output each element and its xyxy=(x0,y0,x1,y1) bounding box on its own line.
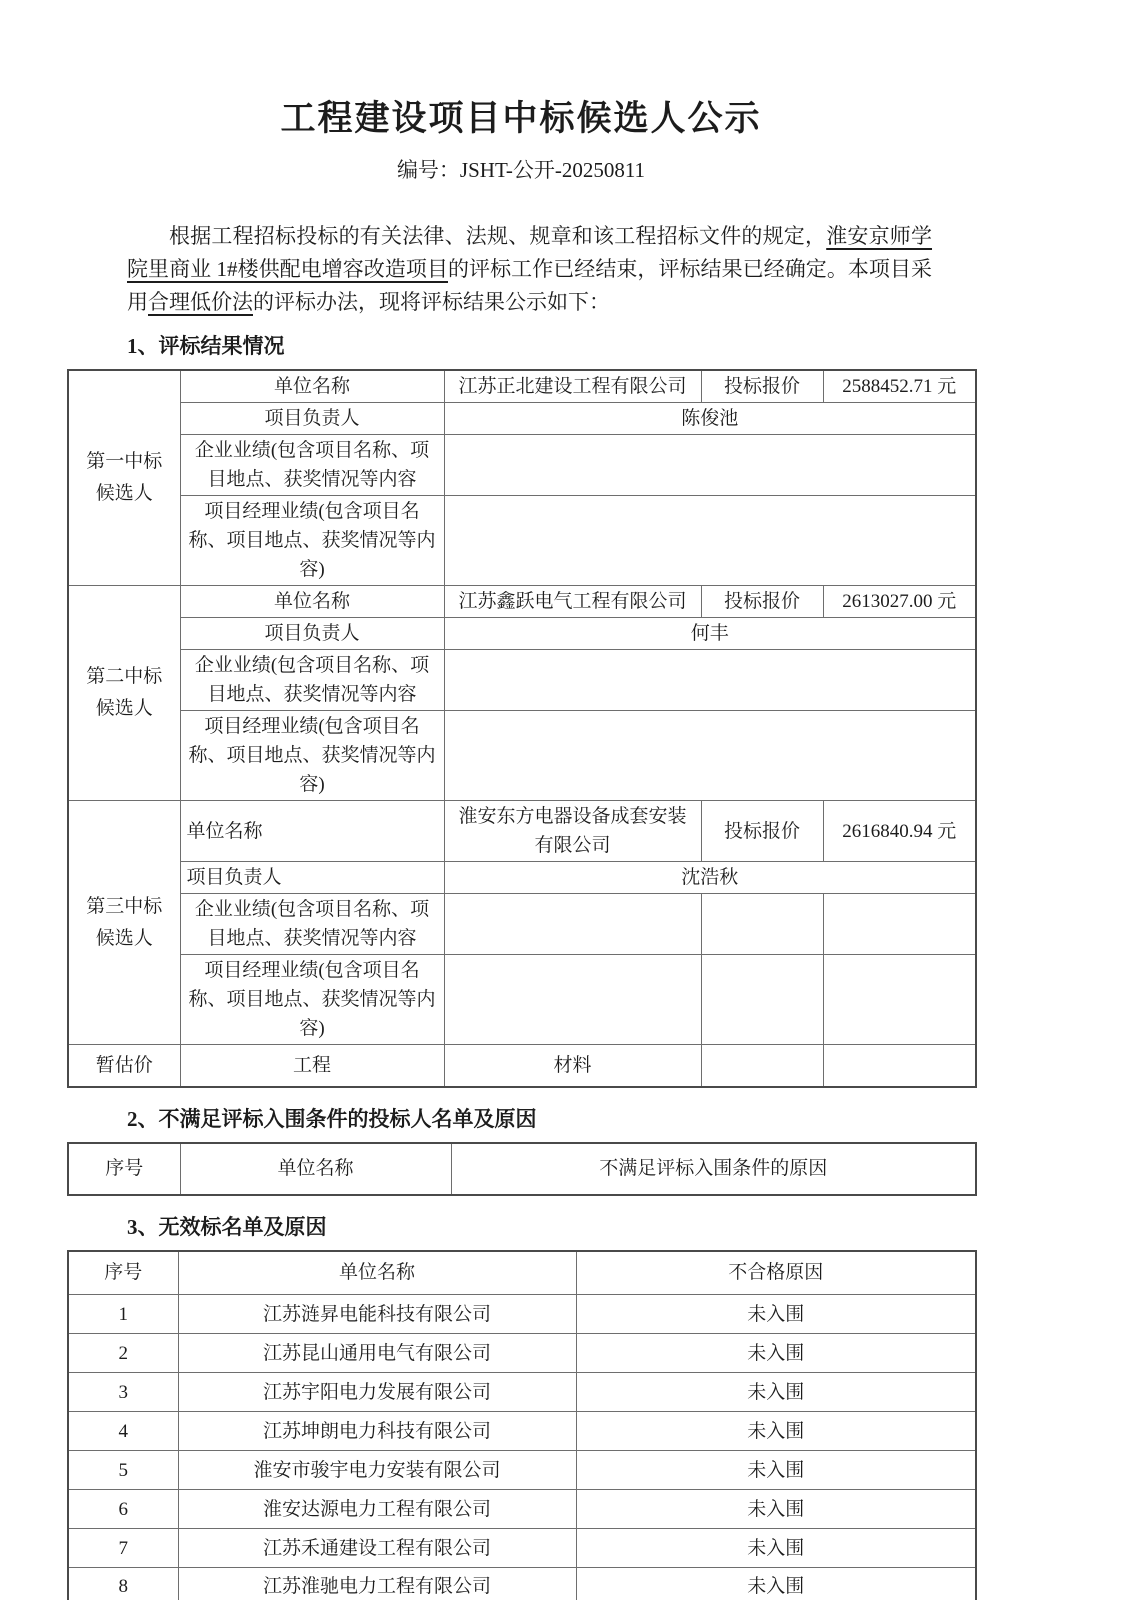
manager-performance-label: 项目经理业绩(包含项目名称、项目地点、获奖情况等内容) xyxy=(180,955,444,1045)
empty-cell xyxy=(701,894,823,955)
row-reason: 未入围 xyxy=(576,1451,976,1490)
candidate-rank-cell xyxy=(68,801,180,1045)
empty-cell xyxy=(823,955,976,1045)
table-row xyxy=(68,403,976,435)
section-3-heading: 3、无效标名单及原因 xyxy=(127,1214,327,1239)
empty-cell xyxy=(701,1045,823,1087)
table-row xyxy=(68,801,976,862)
project-leader-label: 项目负责人 xyxy=(180,403,444,435)
col-header-reason: 不合格原因 xyxy=(576,1251,976,1295)
winners-table xyxy=(67,369,977,1088)
section-2-heading: 2、不满足评标入围条件的投标人名单及原因 xyxy=(127,1106,537,1131)
enterprise-performance-value xyxy=(444,894,701,955)
intro-paragraph xyxy=(127,220,932,319)
row-company: 淮安市骏宇电力安装有限公司 xyxy=(178,1451,576,1490)
candidate-rank-cell xyxy=(68,586,180,801)
enterprise-performance-label: 企业业绩(包含项目名称、项目地点、获奖情况等内容 xyxy=(180,650,444,711)
empty-cell xyxy=(823,1045,976,1087)
company-name: 江苏正北建设工程有限公司 xyxy=(444,370,701,403)
evaluation-method-underlined: 合理低价法 xyxy=(148,290,253,314)
table-row xyxy=(68,650,976,711)
project-leader-name: 陈俊池 xyxy=(444,403,976,435)
enterprise-performance-value xyxy=(444,650,976,711)
row-no: 8 xyxy=(68,1568,178,1600)
empty-cell xyxy=(823,894,976,955)
table-row xyxy=(68,894,976,955)
row-company: 江苏宇阳电力发展有限公司 xyxy=(178,1373,576,1412)
row-no: 4 xyxy=(68,1412,178,1451)
table-header-row xyxy=(68,1143,976,1195)
page-content xyxy=(67,0,975,1600)
candidate-rank-line1: 第二中标 xyxy=(86,666,163,687)
row-no: 3 xyxy=(68,1373,178,1412)
table-header-row xyxy=(68,1251,976,1295)
row-reason: 未入围 xyxy=(576,1490,976,1529)
page-title: 工程建设项目中标候选人公示 xyxy=(280,99,762,138)
project-leader-name: 何丰 xyxy=(444,618,976,650)
col-header-unit: 单位名称 xyxy=(178,1251,576,1295)
row-company: 江苏禾通建设工程有限公司 xyxy=(178,1529,576,1568)
table-row xyxy=(68,1451,976,1490)
row-company: 江苏昆山通用电气有限公司 xyxy=(178,1334,576,1373)
table-row xyxy=(68,711,976,801)
row-company: 淮安达源电力工程有限公司 xyxy=(178,1490,576,1529)
bid-price-label: 投标报价 xyxy=(701,586,823,618)
enterprise-performance-label: 企业业绩(包含项目名称、项目地点、获奖情况等内容 xyxy=(180,435,444,496)
row-reason: 未入围 xyxy=(576,1529,976,1568)
unit-name-label: 单位名称 xyxy=(180,801,444,862)
table-row xyxy=(68,862,976,894)
estimate-material-label: 材料 xyxy=(444,1045,701,1087)
bid-price-label: 投标报价 xyxy=(701,801,823,862)
bid-price-label: 投标报价 xyxy=(701,370,823,403)
empty-cell xyxy=(701,955,823,1045)
table-row xyxy=(68,496,976,586)
row-no: 7 xyxy=(68,1529,178,1568)
row-reason: 未入围 xyxy=(576,1568,976,1600)
table-row xyxy=(68,1295,976,1334)
col-header-reason: 不满足评标入围条件的原因 xyxy=(451,1143,976,1195)
table-row xyxy=(68,1568,976,1600)
candidate-rank-cell xyxy=(68,370,180,586)
table-row xyxy=(68,618,976,650)
col-header-unit: 单位名称 xyxy=(180,1143,451,1195)
table-row xyxy=(68,955,976,1045)
table-row xyxy=(68,1045,976,1087)
candidate-rank-line1: 第一中标 xyxy=(86,451,163,472)
unit-name-label: 单位名称 xyxy=(180,586,444,618)
section-1-heading: 1、评标结果情况 xyxy=(127,334,285,358)
table-row xyxy=(68,1529,976,1568)
estimate-project-label: 工程 xyxy=(180,1045,444,1087)
project-leader-label: 项目负责人 xyxy=(180,862,444,894)
row-no: 1 xyxy=(68,1295,178,1334)
unit-name-label: 单位名称 xyxy=(180,370,444,403)
row-company: 江苏坤朗电力科技有限公司 xyxy=(178,1412,576,1451)
col-header-no: 序号 xyxy=(68,1251,178,1295)
row-no: 2 xyxy=(68,1334,178,1373)
company-name: 淮安东方电器设备成套安装有限公司 xyxy=(444,801,701,862)
table-row xyxy=(68,586,976,618)
estimate-price-label: 暂估价 xyxy=(68,1045,180,1087)
doc-number: 编号：JSHT-公开-20250811 xyxy=(396,158,646,182)
unqualified-bidders-table xyxy=(67,1142,977,1196)
candidate-rank-line2: 候选人 xyxy=(95,698,153,719)
table-row xyxy=(68,435,976,496)
project-name-underlined: 淮安京师学院里商业 1#楼供配电增容改造项目 xyxy=(127,224,933,281)
company-name: 江苏鑫跃电气工程有限公司 xyxy=(444,586,701,618)
candidate-rank-line2: 候选人 xyxy=(95,483,153,504)
table-row xyxy=(68,1412,976,1451)
bid-price-value: 2613027.00 元 xyxy=(823,586,976,618)
manager-performance-value xyxy=(444,955,701,1045)
project-leader-name: 沈浩秋 xyxy=(444,862,976,894)
candidate-rank-line1: 第三中标 xyxy=(86,895,163,917)
intro-text-1: 根据工程招标投标的有关法律、法规、规章和该工程招标文件的规定， xyxy=(169,224,827,248)
enterprise-performance-value xyxy=(444,435,976,496)
project-leader-label: 项目负责人 xyxy=(180,618,444,650)
bid-price-value: 2588452.71 元 xyxy=(823,370,976,403)
intro-text-3: 的评标工作已经结束，评标结果已经确定。本项目采用 xyxy=(127,257,933,314)
manager-performance-label: 项目经理业绩(包含项目名称、项目地点、获奖情况等内容) xyxy=(180,496,444,586)
manager-performance-label: 项目经理业绩(包含项目名称、项目地点、获奖情况等内容) xyxy=(180,711,444,801)
table-row xyxy=(68,1490,976,1529)
col-header-no: 序号 xyxy=(68,1143,180,1195)
row-reason: 未入围 xyxy=(576,1412,976,1451)
row-reason: 未入围 xyxy=(576,1295,976,1334)
row-no: 5 xyxy=(68,1451,178,1490)
enterprise-performance-label: 企业业绩(包含项目名称、项目地点、获奖情况等内容 xyxy=(180,894,444,955)
manager-performance-value xyxy=(444,496,976,586)
manager-performance-value xyxy=(444,711,976,801)
row-reason: 未入围 xyxy=(576,1373,976,1412)
bid-price-value: 2616840.94 元 xyxy=(823,801,976,862)
row-company: 江苏涟昇电能科技有限公司 xyxy=(178,1295,576,1334)
invalid-bids-table xyxy=(67,1250,977,1600)
candidate-rank-line2: 候选人 xyxy=(95,927,153,949)
table-row xyxy=(68,1334,976,1373)
row-company: 江苏淮驰电力工程有限公司 xyxy=(178,1568,576,1600)
table-row xyxy=(68,370,976,403)
intro-text-5: 的评标办法，现将评标结果公示如下： xyxy=(253,290,610,314)
row-reason: 未入围 xyxy=(576,1334,976,1373)
row-no: 6 xyxy=(68,1490,178,1529)
table-row xyxy=(68,1373,976,1412)
